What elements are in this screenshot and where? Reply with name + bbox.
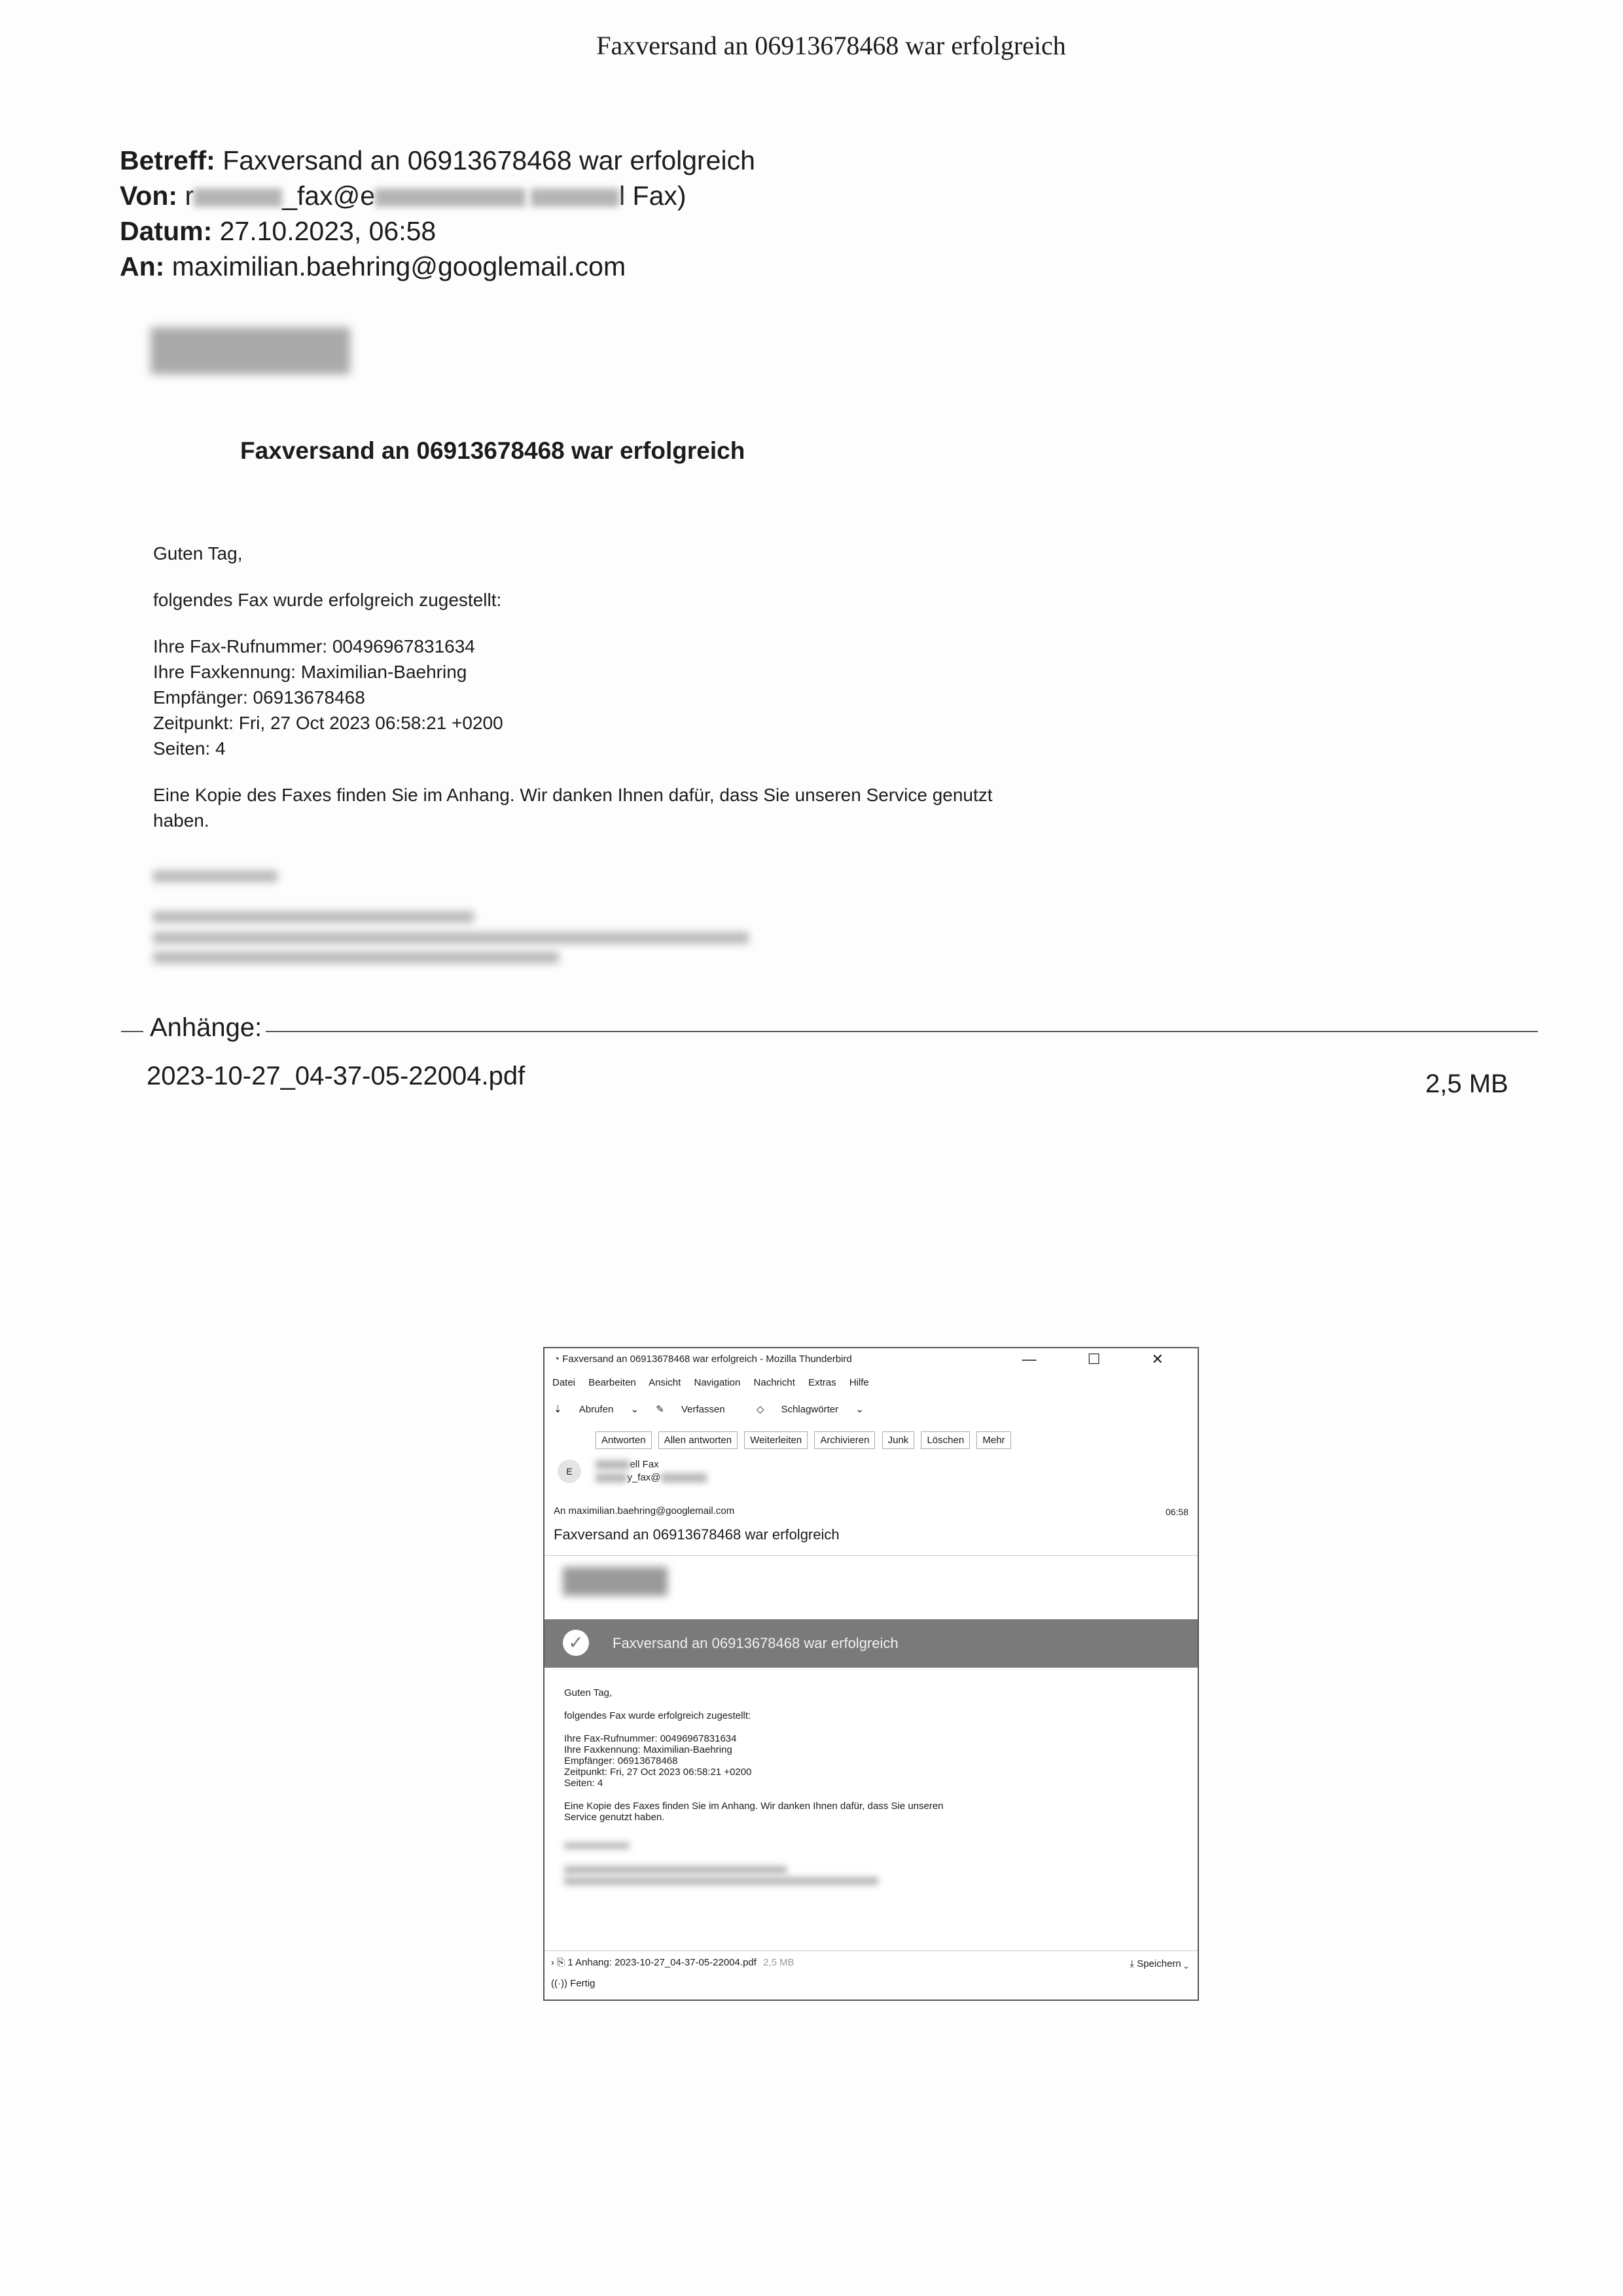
banner-text: Faxversand an 06913678468 war erfolgreich xyxy=(613,1635,899,1651)
from-label: Von: xyxy=(120,181,178,211)
activity-icon: ((·)) xyxy=(551,1978,571,1989)
sender-address: y_fax@ xyxy=(627,1472,661,1483)
compose-label: Verfassen xyxy=(681,1404,725,1415)
sender-info xyxy=(596,1458,706,1484)
window-title xyxy=(554,1354,852,1365)
menu-extras[interactable]: Extras xyxy=(808,1377,836,1388)
attachments-separator xyxy=(121,1013,1538,1042)
from-part: _fax@e xyxy=(282,181,376,211)
status-bar xyxy=(551,1978,596,1989)
attachments-label: Anhänge: xyxy=(146,1013,266,1043)
redacted-signature xyxy=(153,870,277,882)
to-label: An: xyxy=(120,251,165,281)
divider xyxy=(544,1555,1198,1556)
redacted-logo xyxy=(151,327,350,374)
greeting: Guten Tag, xyxy=(564,1687,613,1698)
attachment-size: 2,5 MB xyxy=(1425,1069,1508,1098)
redacted-logo xyxy=(563,1567,668,1596)
menu-nachricht[interactable]: Nachricht xyxy=(753,1377,795,1388)
subject-label: Betreff: xyxy=(120,145,215,175)
detail-line: Ihre Faxkennung: Maximilian-Baehring xyxy=(153,662,467,682)
attachment-bar[interactable] xyxy=(551,1957,794,1968)
closing-line: Service genutzt haben. xyxy=(564,1812,665,1823)
closing xyxy=(564,1801,1101,1823)
archive-button[interactable]: Archivieren xyxy=(814,1431,875,1449)
avatar: E xyxy=(558,1460,581,1483)
closing-line: Eine Kopie des Faxes finden Sie im Anhang. Wir danken Ihnen dafür, dass Sie unseren xyxy=(564,1801,944,1812)
menu-bearbeiten[interactable]: Bearbeiten xyxy=(588,1377,636,1388)
detail-line: Empfänger: 06913678468 xyxy=(153,687,365,708)
redacted-name xyxy=(194,188,282,207)
download-icon: ⇣ xyxy=(554,1404,565,1415)
success-banner xyxy=(544,1619,1198,1668)
divider xyxy=(265,1031,1538,1032)
closing: Eine Kopie des Faxes finden Sie im Anhang. Wir danken Ihnen dafür, dass Sie unseren Service genutzt haben. xyxy=(153,785,993,831)
save-button[interactable]: ⤓ Speichern ⌄ xyxy=(1130,1958,1188,1969)
paperclip-icon: ⎘ xyxy=(557,1957,568,1968)
detail-line: Ihre Fax-Rufnummer: 00496967831634 xyxy=(564,1733,737,1744)
menu-bar xyxy=(552,1377,880,1388)
date-row xyxy=(120,213,755,249)
tag-icon: ◇ xyxy=(756,1404,767,1415)
thunderbird-icon: ◔ xyxy=(554,1354,563,1365)
detail-line: Seiten: 4 xyxy=(153,738,226,759)
from-part: l Fax) xyxy=(619,181,687,211)
status-text: Fertig xyxy=(570,1978,596,1989)
fetch-label: Abrufen xyxy=(579,1404,614,1415)
redacted-sender xyxy=(531,188,619,207)
date-label: Datum: xyxy=(120,216,213,246)
main-toolbar xyxy=(554,1403,878,1415)
sender-name: ell Fax xyxy=(630,1459,659,1470)
attachment-line[interactable]: 1 Anhang: 2023-10-27_04-37-05-22004.pdf xyxy=(567,1957,757,1968)
checkmark-icon: ✓ xyxy=(563,1630,589,1656)
redacted-domain xyxy=(661,1473,707,1482)
window-title-text: Faxversand an 06913678468 war erfolgreich - Mozilla Thunderbird xyxy=(562,1354,852,1365)
sender-block xyxy=(558,1458,707,1484)
save-label: Speichern xyxy=(1137,1958,1181,1969)
detail-line: Ihre Fax-Rufnummer: 00496967831634 xyxy=(153,636,475,656)
detail-line: Empfänger: 06913678468 xyxy=(564,1755,678,1767)
from-row xyxy=(120,178,755,213)
details xyxy=(153,634,1069,761)
divider xyxy=(121,1031,143,1032)
attachment-size: 2,5 MB xyxy=(763,1957,794,1968)
print-title: Faxversand an 06913678468 war erfolgreich xyxy=(596,31,1066,60)
date-value: 27.10.2023, 06:58 xyxy=(219,216,437,246)
redacted-signature xyxy=(153,952,559,963)
redacted-signature xyxy=(564,1866,787,1874)
download-icon: ⤓ xyxy=(1130,1958,1137,1969)
reply-button[interactable]: Antworten xyxy=(596,1431,652,1449)
redacted-signature xyxy=(564,1877,878,1885)
menu-navigation[interactable]: Navigation xyxy=(694,1377,741,1388)
thunderbird-window xyxy=(543,1347,1199,2001)
details xyxy=(564,1733,1101,1789)
menu-datei[interactable]: Datei xyxy=(552,1377,576,1388)
menu-hilfe[interactable]: Hilfe xyxy=(849,1377,869,1388)
message-header xyxy=(120,143,755,284)
intro: folgendes Fax wurde erfolgreich zugestellt: xyxy=(564,1710,751,1721)
window-controls[interactable]: — ☐ ✕ xyxy=(1022,1351,1187,1367)
to-value: maximilian.baehring@googlemail.com xyxy=(171,251,626,281)
detail-line: Seiten: 4 xyxy=(564,1778,603,1789)
message-actions xyxy=(596,1435,1015,1446)
attachment-filename[interactable]: 2023-10-27_04-37-05-22004.pdf xyxy=(147,1062,526,1090)
recipient-row: An maximilian.baehring@googlemail.com xyxy=(554,1505,735,1516)
reply-all-button[interactable]: Allen antworten xyxy=(658,1431,738,1449)
tags-button[interactable]: ◇ Schlagwörter ⌄ xyxy=(756,1404,864,1415)
from-part: r xyxy=(185,181,194,211)
more-button[interactable]: Mehr xyxy=(976,1431,1010,1449)
redacted-domain xyxy=(375,188,526,207)
detail-line: Zeitpunkt: Fri, 27 Oct 2023 06:58:21 +0200 xyxy=(153,713,503,733)
message-body xyxy=(564,1687,1101,1885)
divider xyxy=(544,1950,1198,1951)
delete-button[interactable]: Löschen xyxy=(921,1431,970,1449)
fetch-button[interactable]: ⇣ Abrufen ⌄ xyxy=(554,1404,639,1415)
menu-ansicht[interactable]: Ansicht xyxy=(649,1377,681,1388)
compose-button[interactable] xyxy=(656,1404,739,1415)
intro: folgendes Fax wurde erfolgreich zugestellt: xyxy=(153,590,502,610)
chevron-right-icon[interactable]: › xyxy=(551,1957,558,1968)
pencil-icon: ✎ xyxy=(656,1404,667,1415)
message-time: 06:58 xyxy=(1165,1507,1188,1517)
mail-body xyxy=(153,541,1069,854)
subject-value: Faxversand an 06913678468 war erfolgreich xyxy=(223,145,755,175)
message-subject: Faxversand an 06913678468 war erfolgreich xyxy=(554,1526,840,1543)
redacted-signature xyxy=(153,932,749,944)
redacted-signature xyxy=(564,1842,630,1849)
mail-heading: Faxversand an 06913678468 war erfolgreich xyxy=(240,437,745,464)
greeting: Guten Tag, xyxy=(153,543,243,564)
subject-row xyxy=(120,143,755,178)
detail-line: Ihre Faxkennung: Maximilian-Baehring xyxy=(564,1744,732,1755)
junk-button[interactable]: Junk xyxy=(882,1431,915,1449)
forward-button[interactable]: Weiterleiten xyxy=(744,1431,808,1449)
redacted-signature xyxy=(153,911,474,923)
detail-line: Zeitpunkt: Fri, 27 Oct 2023 06:58:21 +0200 xyxy=(564,1767,752,1778)
tags-label: Schlagwörter xyxy=(781,1404,839,1415)
to-row xyxy=(120,249,755,284)
redacted-name xyxy=(596,1460,630,1469)
redacted-name xyxy=(596,1473,627,1482)
